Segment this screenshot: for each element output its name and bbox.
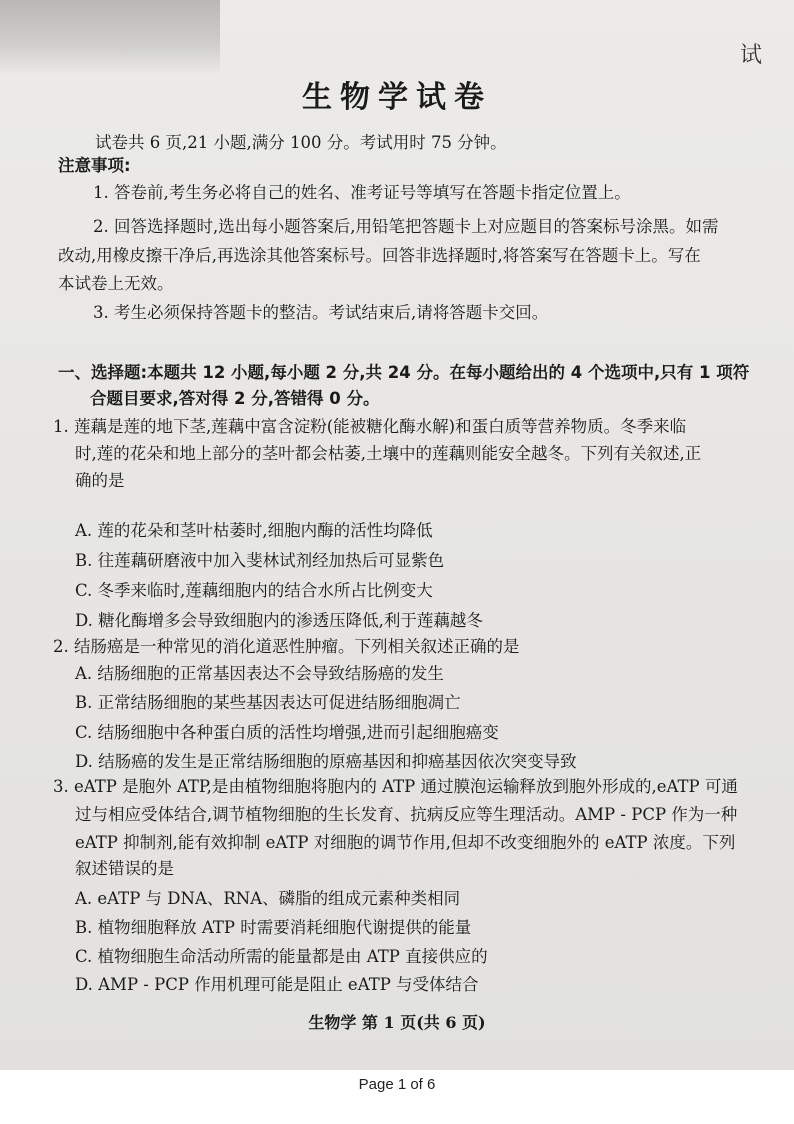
note-item: 2. 回答选择题时,选出每小题答案后,用铅笔把答题卡上对应题目的答案标号涂黑。如需 <box>93 217 719 236</box>
corner-text: 试 <box>739 43 764 68</box>
question-2-stem: 2. 结肠癌是一种常见的消化道恶性肿瘤。下列相关叙述正确的是 <box>53 637 520 656</box>
question-3-stem: 过与相应受体结合,调节植物细胞的生长发育、抗病反应等生理活动。AMP - PCP 作为一种 <box>75 805 738 824</box>
question-1-option-a: A. 莲的花朵和茎叶枯萎时,细胞内酶的活性均降低 <box>75 521 433 540</box>
question-3-option-a: A. eATP 与 DNA、RNA、磷脂的组成元素种类相同 <box>75 889 461 908</box>
note-item: 3. 考生必须保持答题卡的整洁。考试结束后,请将答题卡交回。 <box>93 303 549 322</box>
notes-heading: 注意事项: <box>58 156 131 175</box>
note-item: 本试卷上无效。 <box>58 274 174 293</box>
section-heading-cont: 合题目要求,答对得 2 分,答错得 0 分。 <box>90 389 380 408</box>
question-1-option-c: C. 冬季来临时,莲藕细胞内的结合水所占比例变大 <box>75 581 433 600</box>
question-3-option-d: D. AMP - PCP 作用机理可能是阻止 eATP 与受体结合 <box>75 975 479 994</box>
question-1-stem: 1. 莲藕是莲的地下茎,莲藕中富含淀粉(能被糖化酶水解)和蛋白质等营养物质。冬季来临 <box>53 417 687 436</box>
intro-text: 试卷共 6 页,21 小题,满分 100 分。考试用时 75 分钟。 <box>95 133 507 152</box>
page-indicator: Page 1 of 6 <box>358 1076 436 1093</box>
question-3-stem: 3. eATP 是胞外 ATP,是由植物细胞将胞内的 ATP 通过膜泡运输释放到胞外形成的,eATP 可通 <box>53 777 738 796</box>
question-3-option-c: C. 植物细胞生命活动所需的能量都是由 ATP 直接供应的 <box>75 947 488 966</box>
question-1-stem: 确的是 <box>75 471 125 490</box>
note-item: 改动,用橡皮擦干净后,再选涂其他答案标号。回答非选择题时,将答案写在答题卡上。写在 <box>58 246 701 265</box>
section-heading: 一、选择题:本题共 12 小题,每小题 2 分,共 24 分。在每小题给出的 4 个选项中,只有 1 项符 <box>58 363 750 382</box>
note-item: 1. 答卷前,考生务必将自己的姓名、准考证号等填写在答题卡指定位置上。 <box>93 183 631 202</box>
question-3-stem: eATP 抑制剂,能有效抑制 eATP 对细胞的调节作用,但却不改变细胞外的 eATP 浓度。下列 <box>75 833 736 852</box>
page-title: 生物学试卷 <box>302 80 492 115</box>
question-2-option-d: D. 结肠癌的发生是正常结肠细胞的原癌基因和抑癌基因依次突变导致 <box>75 752 577 771</box>
question-2-option-c: C. 结肠细胞中各种蛋白质的活性均增强,进而引起细胞癌变 <box>75 723 499 742</box>
page-fold-shadow <box>0 0 220 75</box>
question-3-stem: 叙述错误的是 <box>75 859 174 878</box>
question-1-option-b: B. 往莲藕研磨液中加入斐林试剂经加热后可显紫色 <box>75 551 445 570</box>
question-1-option-d: D. 糖化酶增多会导致细胞内的渗透压降低,利于莲藕越冬 <box>75 611 483 630</box>
question-1-stem: 时,莲的花朵和地上部分的茎叶都会枯萎,土壤中的莲藕则能安全越冬。下列有关叙述,正 <box>75 444 702 463</box>
page-footer: 生物学 第 1 页(共 6 页) <box>308 1013 486 1032</box>
question-3-option-b: B. 植物细胞释放 ATP 时需要消耗细胞代谢提供的能量 <box>75 918 472 937</box>
question-2-option-b: B. 正常结肠细胞的某些基因表达可促进结肠细胞凋亡 <box>75 693 461 712</box>
question-2-option-a: A. 结肠细胞的正常基因表达不会导致结肠癌的发生 <box>75 664 444 683</box>
